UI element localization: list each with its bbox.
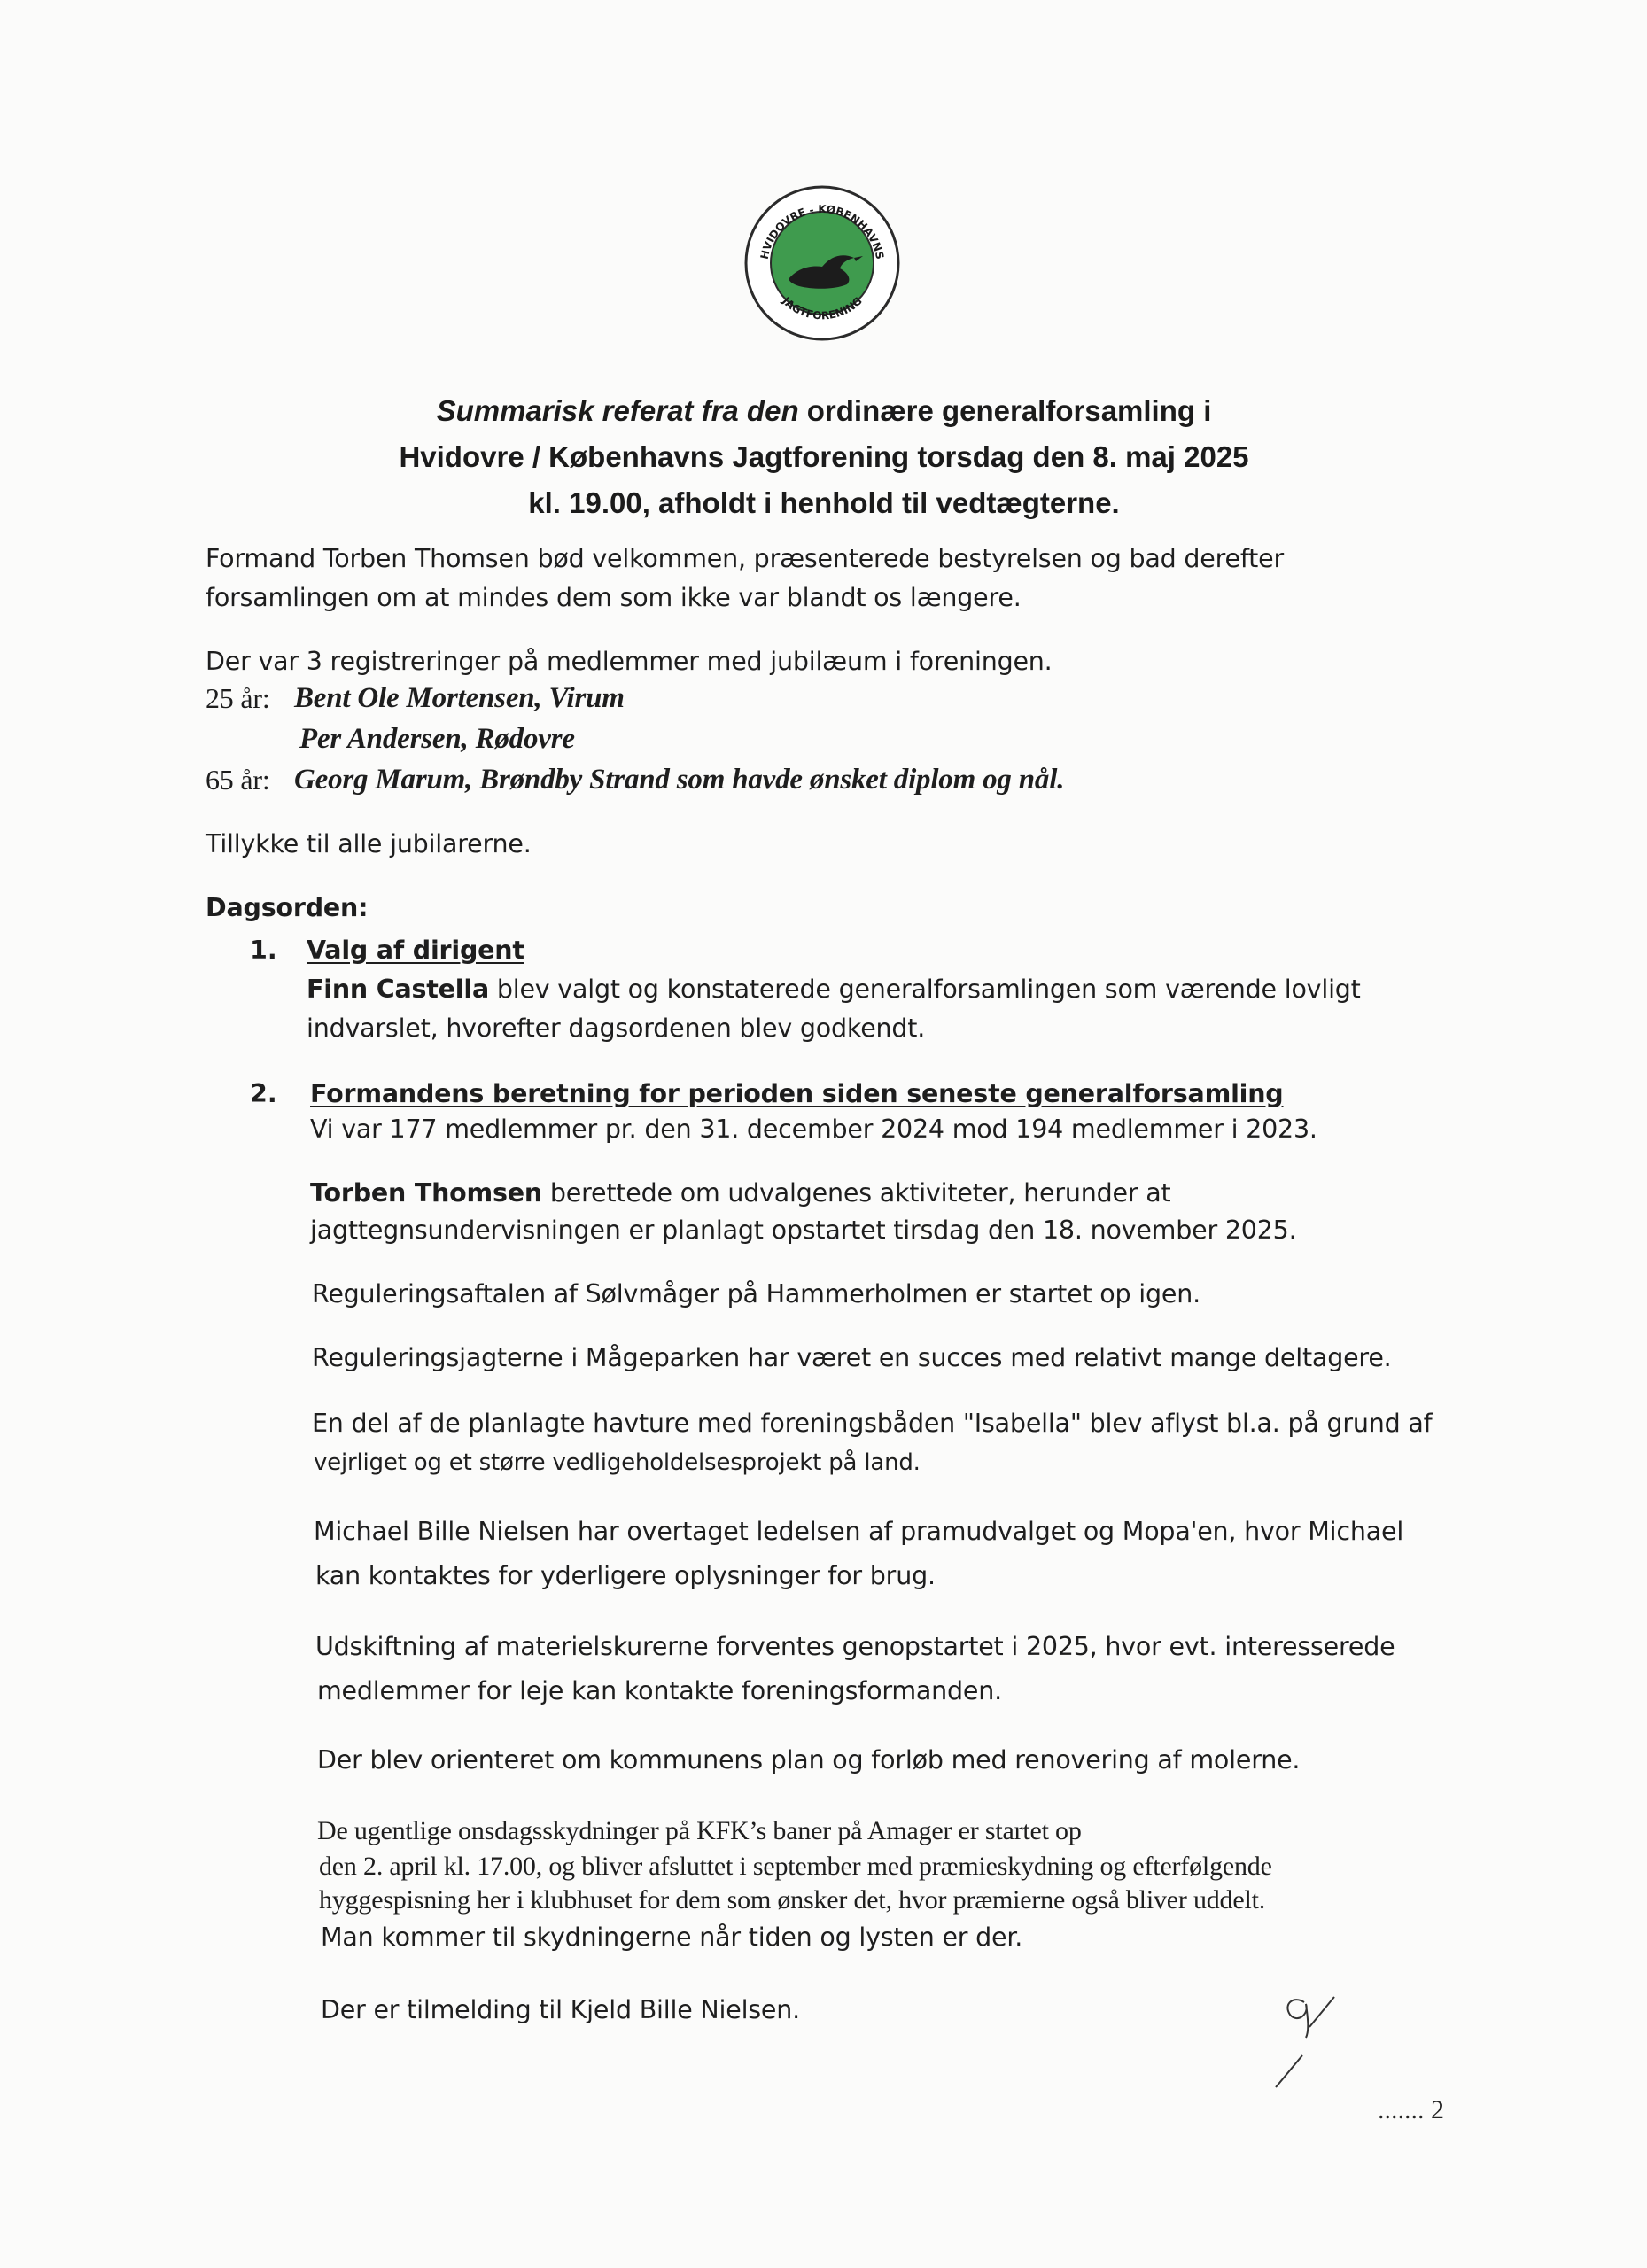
p-skydning-1: De ugentlige onsdagsskydninger på KFK’s baner på Amager er startet op <box>317 1816 1082 1845</box>
agenda-item-1-line-1 <box>307 975 1361 1004</box>
p-pram-1: Michael Bille Nielsen har overtaget ledelsen af pramudvalget og Mopa'en, hvor Michael <box>314 1517 1404 1546</box>
title-italic: Summarisk referat fra den <box>436 394 799 427</box>
jubilee-25-label: 25 år: <box>206 682 270 714</box>
title-line-1 <box>266 388 1382 434</box>
dirigent-name: Finn Castella <box>307 975 489 1004</box>
agenda-heading: Dagsorden: <box>206 893 369 922</box>
dirigent-text: blev valgt og konstaterede generalforsamlingen som værende lovligt <box>488 975 1361 1004</box>
agenda-item-1-line-2: indvarslet, hvorefter dagsordenen blev godkendt. <box>307 1014 926 1043</box>
agenda-item-1-number: 1. <box>250 936 277 965</box>
jubilee-intro: Der var 3 registreringer på medlemmer med jubilæum i foreningen. <box>206 647 1053 676</box>
members-count: Vi var 177 medlemmer pr. den 31. december 2024 mod 194 medlemmer i 2023. <box>310 1115 1317 1144</box>
page-continuation: ....... 2 <box>1378 2095 1444 2124</box>
jubilee-65-label: 65 år: <box>206 764 270 796</box>
title-line-3: kl. 19.00, afholdt i henhold til vedtægterne. <box>528 486 1120 519</box>
p-skydning-2: den 2. april kl. 17.00, og bliver afsluttet i september med præmieskydning og efterfølgende <box>319 1852 1272 1881</box>
p-pram-2: kan kontaktes for yderligere oplysninger for brug. <box>315 1561 936 1590</box>
report-line-1 <box>310 1178 1170 1208</box>
report-text: berettede om udvalgenes aktiviteter, herunder at <box>542 1178 1171 1208</box>
p-skydning-4: Man kommer til skydningerne når tiden og lysten er der. <box>321 1922 1023 1952</box>
title-line-2: Hvidovre / Københavns Jagtforening torsdag den 8. maj 2025 <box>399 440 1249 473</box>
jubilee-65-name: Georg Marum, Brøndby Strand som havde ønsket diplom og nål. <box>294 764 1065 796</box>
report-name: Torben Thomsen <box>310 1178 543 1208</box>
agenda-item-1-title: Valg af dirigent <box>307 936 524 965</box>
p-skur-2: medlemmer for leje kan kontakte foreningsformanden. <box>317 1676 1002 1705</box>
jubilee-congrats: Tillykke til alle jubilarerne. <box>206 829 532 858</box>
p-tilmelding: Der er tilmelding til Kjeld Bille Nielsen. <box>321 1995 800 2024</box>
p-havture-1: En del af de planlagte havture med foreningsbåden "Isabella" blev aflyst bl.a. på grund af <box>312 1409 1433 1438</box>
p-skur-1: Udskiftning af materielskurerne forventes genopstartet i 2025, hvor evt. interesserede <box>315 1632 1395 1661</box>
p-havture-2: vejrliget og et større vedligeholdelsesprojekt på land. <box>314 1449 921 1476</box>
p-maageparken: Reguleringsjagterne i Mågeparken har været en succes med relativt mange deltagere. <box>312 1343 1392 1372</box>
logo-top-text: HVIDOVRE - KØBENHAVNS <box>757 202 887 260</box>
agenda-item-2-title: Formandens beretning for perioden siden seneste generalforsamling <box>310 1079 1284 1108</box>
jubilee-25-name-b: Per Andersen, Rødovre <box>299 723 575 755</box>
agenda-item-2-number: 2. <box>250 1079 277 1108</box>
intro-line-2: forsamlingen om at mindes dem som ikke var blandt os længere. <box>206 583 1022 612</box>
title-rest: ordinære generalforsamling i <box>798 394 1212 427</box>
p-skydning-3: hyggespisning her i klubhuset for dem som ønsker det, hvor præmierne også bliver uddelt. <box>319 1885 1266 1915</box>
report-line-2: jagttegnsundervisningen er planlagt opstartet tirsdag den 18. november 2025. <box>310 1216 1297 1245</box>
club-logo <box>742 183 902 343</box>
p-moler: Der blev orienteret om kommunens plan og forløb med renovering af molerne. <box>317 1745 1301 1775</box>
p-hammerholmen: Reguleringsaftalen af Sølvmåger på Hammerholmen er startet op igen. <box>312 1279 1200 1309</box>
jubilee-25-name-a: Bent Ole Mortensen, Virum <box>294 682 625 714</box>
logo-bottom-text: JAGTFORENING <box>780 294 865 322</box>
handwritten-initials <box>1258 1976 1364 2091</box>
intro-line-1: Formand Torben Thomsen bød velkommen, præsenterede bestyrelsen og bad derefter <box>206 544 1284 573</box>
